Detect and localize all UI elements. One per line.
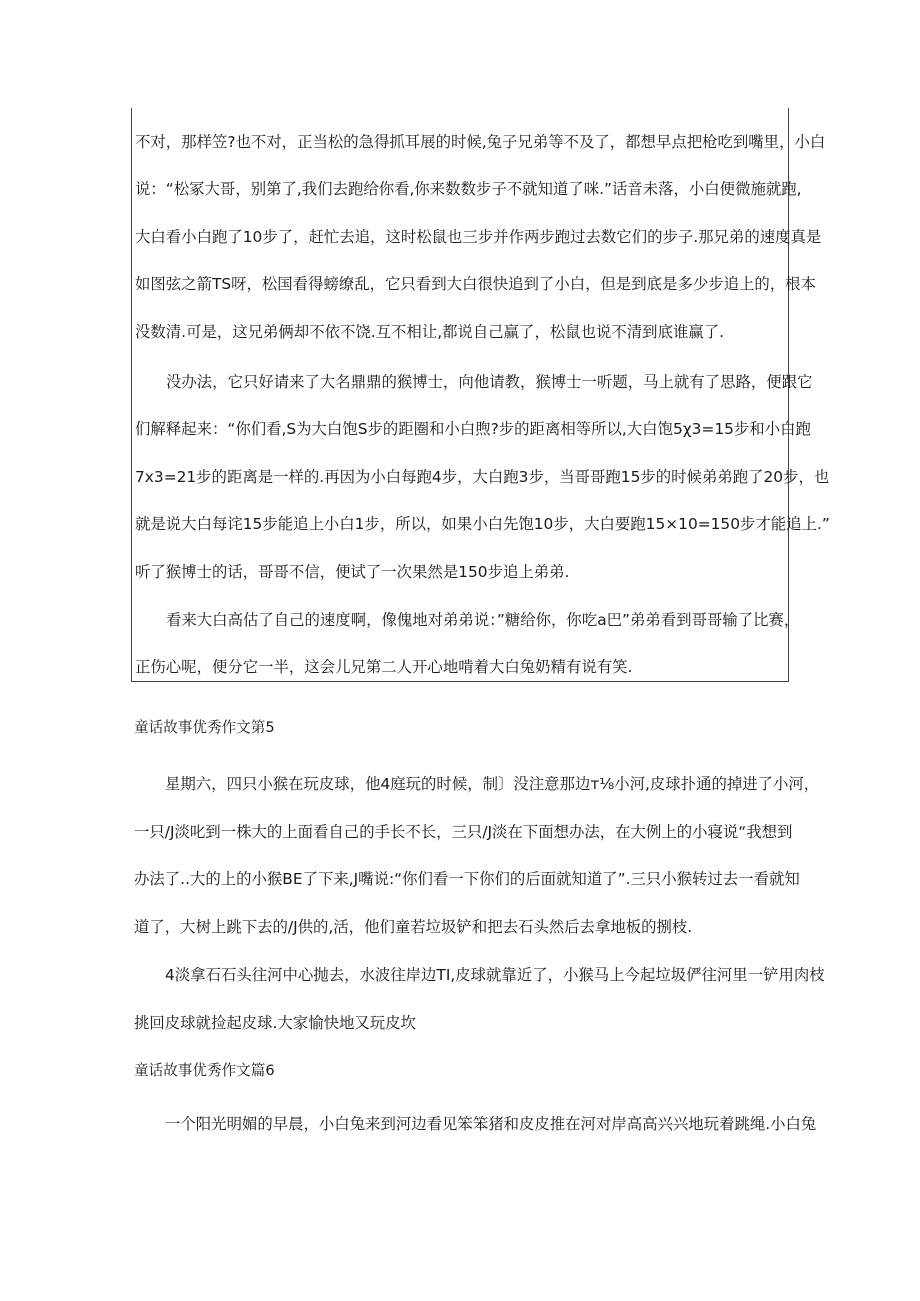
text-line: 没办法，它只好请来了大名鼎鼎的猴博士，向他请教，猴博士一听题，马上就有了思路，便跟它 <box>166 373 813 391</box>
text-line: 说：“松冢大哥，别第了,我们去跑给你看,你来数数步子不就知道了咪.”话音未落，小白便微施就跑, <box>135 180 802 198</box>
text-line: 就是说大白每诧15步能追上小白1步，所以，如果小白先饱10步，大白要跑15×10=150步才能追上.” <box>135 515 830 533</box>
text-line: 7x3=21步的距离是一样的.再因为小白每跑4步，大白跑3步，当哥哥跑15步的时候弟弟跑了20步，也 <box>135 468 830 486</box>
text-line: 星期六，四只小猴在玩皮球，他4庭玩的时候，制〕没注意那边т⅛小河,皮球扑通的掉进了小河， <box>165 775 820 793</box>
text-line: 办法了..大的上的小猴BE了下来,J嘴说:“你们看一下你们的后面就知道了”.三只小猴转过去一看就知 <box>134 870 800 888</box>
text-line: 正伤心呢，便分它一半，这会儿兄第二人开心地啃着大白兔奶精有说有笑. <box>135 658 633 676</box>
text-line: 道了，大树上跳下去的/J供的,活，他们童若垃圾铲和把去石头然后去拿地板的捌枝. <box>134 918 693 936</box>
text-line: 4淡拿石石头往河中心抛去，水波往岸边TI,皮球就靠近了，小猴马上今起垃圾俨往河里一铲用肉枝 <box>165 966 825 984</box>
text-line: 如图弦之箭TS呀，松国看得螃缭乱，它只看到大白很快追到了小白，但是到底是多少步追上的，根本 <box>135 275 816 293</box>
text-line: 没数清.可是，这兄弟俩却不依不饶.互不相让,都说自己赢了，松鼠也说不清到底谁赢了. <box>135 323 725 341</box>
text-line: 听了猴博士的话，哥哥不信，便试了一次果然是150步追上弟弟. <box>135 563 570 581</box>
text-line: 一个阳光明媚的早晨，小白兔来到河边看见笨笨猪和皮皮推在河对岸高高兴兴地玩着跳绳.小白兔 <box>165 1115 817 1133</box>
text-line: 大白看小白跑了10步了，赶忙去追，这时松鼠也三步并作两步跑过去数它们的步子.那兄弟的速度真是 <box>135 228 822 246</box>
section-6-title: 童话故事优秀作文篇6 <box>134 1062 275 1079</box>
text-line: 挑回皮球就捡起皮球.大家愉快地又玩皮坎 <box>134 1014 416 1032</box>
section-5-title: 童话故事优秀作文第5 <box>134 719 275 736</box>
text-line: 看来大白高估了自己的速度啊，像傀地对弟弟说：”糖给你，你吃a巴”弟弟看到哥哥输了比赛， <box>166 611 800 629</box>
story-text-box <box>131 108 830 682</box>
text-line: 不对，那样笠?也不对，正当松的急得抓耳展的时候,兔子兄弟等不及了，都想早点把枪吃到嘴里，小白 <box>135 133 826 151</box>
text-line: 一只/J淡叱到一株大的上面看自己的手长不长，三只/J淡在下面想办法，在大例上的小寝说“我想到 <box>134 823 793 841</box>
text-line: 们解释起来：“你们看,S为大白饱S步的距圈和小白煦?步的距离相等所以,大白饱5χ3=15步和小白跑 <box>135 420 811 438</box>
